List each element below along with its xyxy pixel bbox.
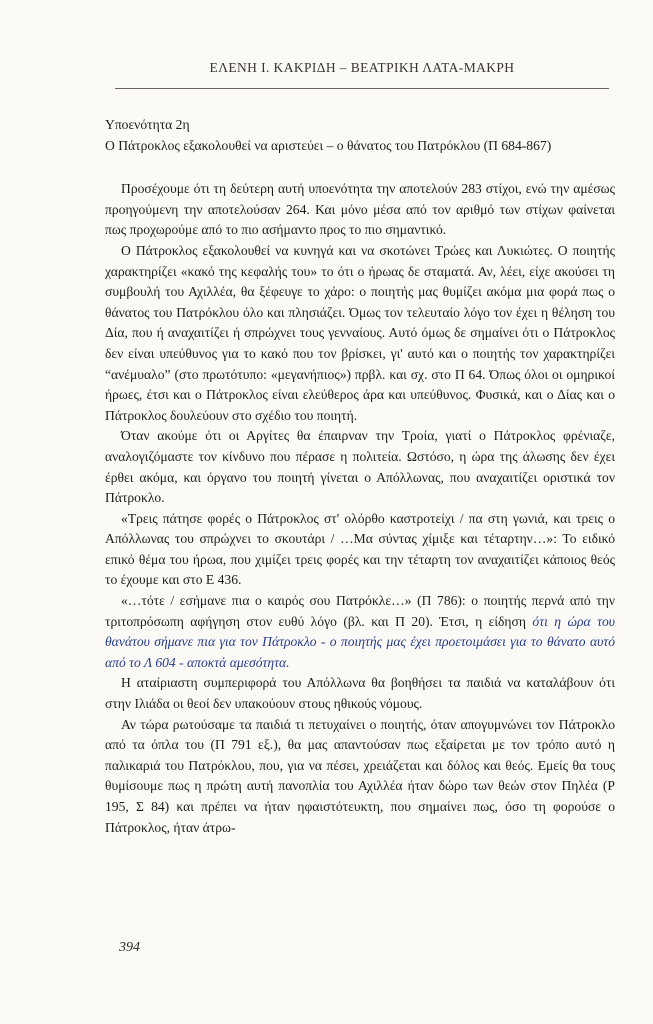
paragraph-5-text: «…τότε / εσήμανε πια ο καιρός σου Πατρόκλε…» (Π 786): ο ποιητής περνά από την τριτοπρόσωπη αφήγηση στον ευθύ λόγο (βλ. και Π 20). Έτσι, η είδηση bbox=[105, 593, 615, 629]
paragraph-6: Η αταίριαστη συμπεριφορά του Απόλλωνα θα βοηθήσει τα παιδιά να καταλάβουν ότι στην Ιλιάδα οι θεοί δεν υπακούουν στους ηθικούς νόμους. bbox=[105, 675, 615, 712]
paragraph-1: Προσέχουμε ότι τη δεύτερη αυτή υποενότητα την αποτελούν 283 στίχοι, ενώ την αμέσως προηγούμενη την αποτελούσαν 264. Και μόνο μέσα από τον αριθμό των στίχων φαίνεται πως προχωρούμε από το πιο ασήμαντο προς το πιο σημαντικό. bbox=[105, 181, 615, 238]
page-number: 394 bbox=[119, 940, 140, 955]
header-rule bbox=[115, 88, 609, 89]
section-title: Ο Πάτροκλος εξακολουθεί να αριστεύει – ο θάνατος του Πατρόκλου (Π 684-867) bbox=[105, 137, 552, 153]
running-header: ΕΛΕΝΗ Ι. ΚΑΚΡΙΔΗ – ΒΕΑΤΡΙΚΗ ΛΑΤΑ-ΜΑΚΡΗ bbox=[209, 60, 515, 75]
highlighted-text: ότι η ώρα του θανάτου σήμανε πια για τον Πάτροκλο - ο ποιητής μας έχει προετοιμάσει για το θάνατο αυτό από το Λ 604 - αποκτά αμεσότητα. bbox=[105, 613, 615, 670]
paragraph-7: Αν τώρα ρωτούσαμε τα παιδιά τι πετυχαίνει ο ποιητής, όταν απογυμνώνει τον Πάτροκλο από τα όπλα του (Π 791 εξ.), θα μας απαντούσαν πως εξαίρεται με τον τρόπο αυτό η παλικαριά του Πατρόκλου, που, για να πέσει, χρειάζεται και δόλος και θεός. Εμείς θα τους θυμίσουμε πως η πρώτη αυτή πανοπλία του Αχιλλέα ήταν δώρο των θεών στον Πηλέα (Ρ 195, Σ 84) και πρέπει να ήταν ηφαιστότευκτη, που σημαίνει πως, όσο τη φορούσε ο Πάτροκλος, ήταν άτρω- bbox=[105, 716, 615, 835]
paragraph-3: Όταν ακούμε ότι οι Αργίτες θα έπαιρναν την Τροία, γιατί ο Πάτροκλος φρένιαζε, αναλογιζόμαστε τον κίνδυνο που πέρασε η πολιτεία. Ωστόσο, η ώρα της άλωσης δεν έχει έρθει ακόμα, και όργανο του ποιητή γίνεται ο Απόλλωνας, που αναχαιτίζει οριστικά τον Πάτροκλο. bbox=[105, 428, 615, 506]
page-body bbox=[105, 115, 615, 838]
paragraph-4: «Τρεις πάτησε φορές ο Πάτροκλος στ' ολόρθο καστροτείχι / πα στη γωνιά, και τρεις ο Απόλλωνας του σπρώχνει το σκουτάρι / …Μα σύντας χίμιξε και τέταρτην…»: Το ειδικό επικό θέμα του ήρωα, που χιμίζει τρεις φορές και την τέταρτη τον αναχαιτίζει κάποιος θεός το έχουμε και στο Ε 436. bbox=[105, 510, 615, 588]
paragraph-5 bbox=[105, 591, 615, 673]
section-label: Υποενότητα 2η bbox=[105, 117, 190, 132]
paragraph-2: Ο Πάτροκλος εξακολουθεί να κυνηγά και να σκοτώνει Τρώες και Λυκιώτες. Ο ποιητής χαρακτηρίζει «κακό της κεφαλής του» το ότι ο ήρωας δε σταματά. Αν, λέει, είχε ακούσει τη συμβουλή του Αχιλλέα, θα ξέφευγε το χάρο: ο ποιητής μας θυμίζει ακόμα μια φορά πως ο θάνατος του Πατρόκλου όλο και πλησιάζει. Όμως τον τελευταίο λόγο τον έχει η θέληση του Δία, που ή αναχαιτίζει ή σπρώχνει τους γενναίους. Αυτό όμως δε σημαίνει ότι ο Πάτροκλος δεν είναι υπεύθυνος για το κακό που τον βρίσκει, γι' αυτό και ο ποιητής τον χαρακτηρίζει “ανέμυαλο” (στο πρωτότυπο: «μεγανήπιος») πρβλ. και σχ. στο Π 64. Όπως όλοι οι ομηρικοί ήρωες, έτσι και ο Πάτροκλος είναι ελεύθερος άρα και υπεύθυνος. Φυσικά, και ο Δίας και ο Πάτροκλος δουλεύουν στο σχέδιο του ποιητή. bbox=[105, 242, 615, 423]
